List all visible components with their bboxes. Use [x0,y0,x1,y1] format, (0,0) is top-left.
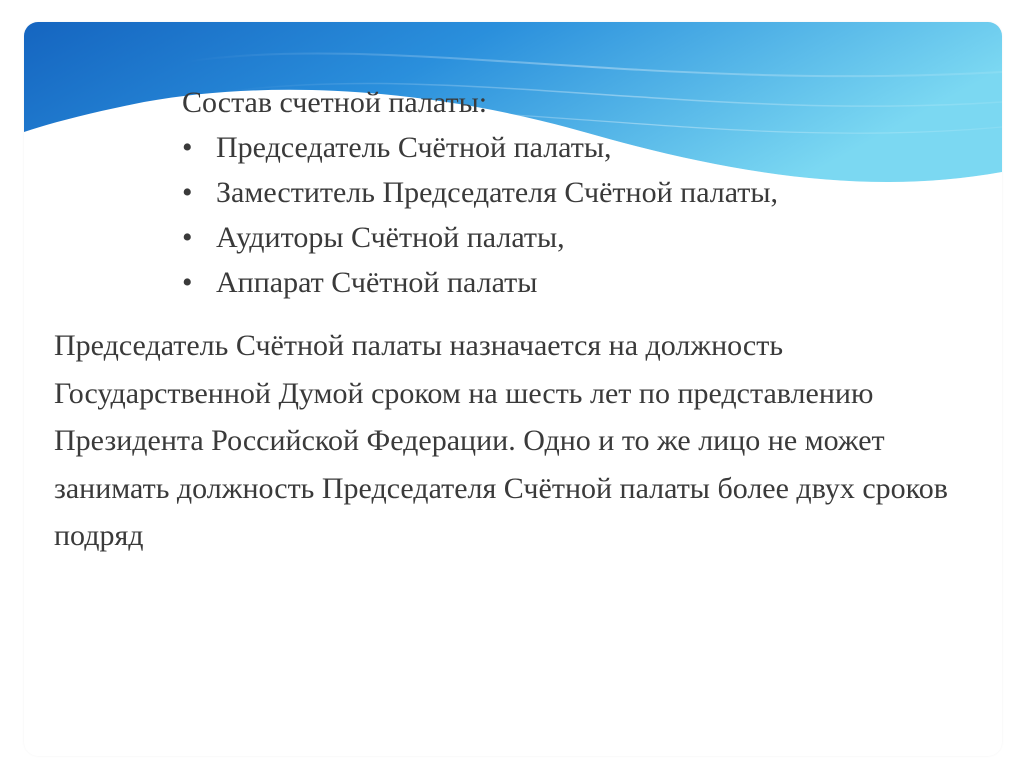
list-item [182,170,982,215]
bullet-icon: • [182,266,193,299]
bullet-icon: • [182,221,193,254]
bullet-icon: • [182,131,193,164]
appointment-paragraph: Председатель Счётной палаты назначается на должность Государственной Думой сроком на шесть лет по представлению Президента Российской Федерации. Одно и то же лицо не может занимать должность Председателя Счётной палаты более двух сроков подряд [54,329,948,552]
list-item-text: Аппарат Счётной палаты [216,266,538,299]
composition-block [182,80,982,305]
list-item-text: Председатель Счётной палаты, [216,131,612,164]
list-item-text: Аудиторы Счётной палаты, [216,221,565,254]
list-heading: Состав счетной палаты: [182,86,488,119]
list-item [182,125,982,170]
member-list [182,125,982,305]
list-item-text: Заместитель Председателя Счётной палаты, [216,176,779,209]
slide [24,22,1002,756]
bullet-icon: • [182,176,193,209]
list-item [182,215,982,260]
list-item [182,260,982,305]
